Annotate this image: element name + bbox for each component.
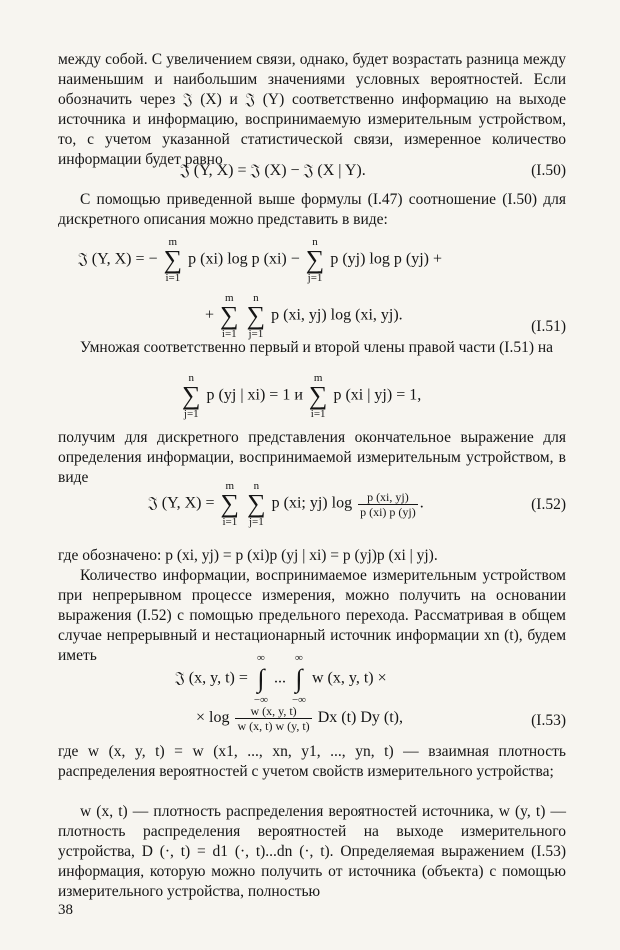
equation-normalization: n ∑ j=1 p (yj | xi) = 1 и m ∑ i=1 p (xi | yj) = 1, [182,372,422,420]
paragraph-5: где обозначено: p (xi, yj) = p (xi)p (yj | xi) = p (yj)p (xi | yj). [58,547,438,564]
paragraph-4: получим для дискретного представления окончательное выражение для определения информации, воспринимаемой измерительным устройством, в виде [58,429,566,486]
paragraph-6: Количество информации, воспринимаемое измерительным устройством при непрерывном процессе измерения, можно получить на основании выражения (I.52) с помощью предельного перехода. Рассматривая в общем случае непрерывный и нестационарный источник информации xn (t), будем иметь [58,567,566,664]
paragraph-2: С помощью приведенной выше формулы (I.47) соотношение (I.50) для дискретного описания можно представить в виде: [58,191,566,228]
equation-I50: 𝔍 (Y, X) = 𝔍 (X) − 𝔍 (X | Y). [180,162,366,179]
equation-I52: 𝔍 (Y, X) = m ∑ i=1 n ∑ j=1 p (xi; yj) log $\frac{p (xi, yj)}{p (xi) p (yj)}$ . [148,480,424,528]
sum-operator: m ∑ i=1 [163,236,183,284]
fraction: $\frac{p (xi, yj)}{p (xi) p (yj)}$ [360,489,416,519]
equation-I51-line1: 𝔍 (Y, X) = − m ∑ i=1 p (xi) log p (xi) − n ∑ j=1 p (yj) log p (yj) + [78,236,442,284]
integral-operator: ∞ ∫ −∞ [253,652,268,706]
paragraph-7: где w (x, y, t) = w (x1, ..., xn, y1, ..., yn, t) — взаимная плотность распределения вероятностей с учетом свойств измерительного устройства; [58,743,566,780]
fraction: $\frac{w (x, y, t)}{w (x, t) w (y, t)}$ [237,704,310,733]
equation-number-I53: (I.53) [531,712,566,729]
sum-operator: m ∑ i=1 [308,372,328,420]
sum-operator: n ∑ j=1 [182,372,201,420]
sum-operator: m ∑ i=1 [220,480,240,528]
equation-I53-line1: 𝔍 (x, y, t) = ∞ ∫ −∞ ... ∞ ∫ −∞ w (x, y, t) × [175,652,387,706]
equation-number-I51: (I.51) [531,318,566,335]
sum-operator: n ∑ j=1 [247,480,266,528]
sum-operator: n ∑ j=1 [246,292,266,340]
equation-I51-line2: + m ∑ i=1 n ∑ j=1 p (xi, yj) log (xi, yj). [205,292,403,340]
paragraph-8: w (x, t) — плотность распределения вероятностей источника, w (y, t) — плотность распределения вероятностей на выходе измерительного устройства, D (·, t) = d1 (·, t)...dn (·, t). Определяемая выражением (I.53) информация, которую можно получить от источника (объекта) с помощью измерительного устройства, полностью [58,803,566,900]
page-number: 38 [58,902,73,918]
equation-number-I52: (I.52) [531,496,566,513]
paragraph-3: Умножая соответственно первый и второй члены правой части (I.51) на [80,339,554,356]
paragraph-1: между собой. С увеличением связи, однако, будет возрастать разница между наименьшим и наибольшим значениями условных вероятностей. Если обозначить через 𝔍 (X) и 𝔍 (Y) соответственно информацию на выходе источника и информацию, воспринимаемую измерительным устройством, то, с учетом указанной статистической связи, измеренное количество информации будет равно [58,51,566,168]
sum-operator: m ∑ i=1 [220,292,239,340]
equation-number-I50: (I.50) [531,162,566,179]
sum-operator: n ∑ j=1 [305,236,325,284]
equation-I53-line2: × log $\frac{w (x, y, t)}{w (x, t) w (y, t)}$ Dx (t) Dy (t), [196,704,403,733]
integral-operator: ∞ ∫ −∞ [291,652,306,706]
